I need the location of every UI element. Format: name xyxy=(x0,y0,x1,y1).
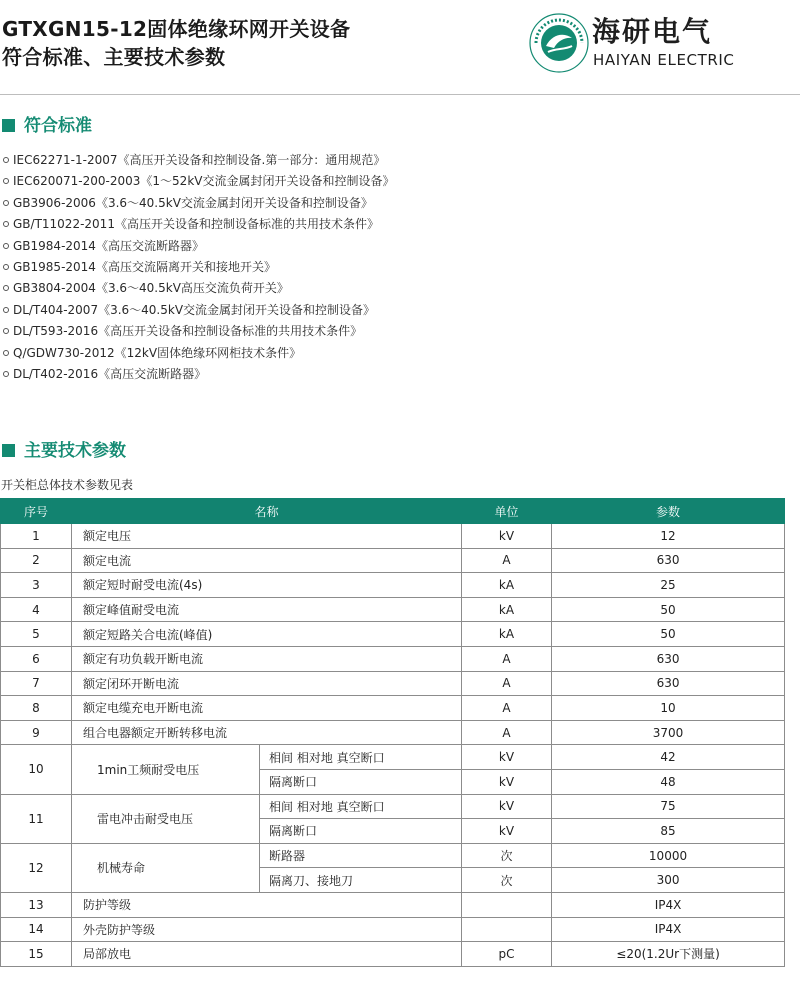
row-subname: 隔离断口 xyxy=(260,819,462,844)
row-value: 75 xyxy=(552,794,785,819)
row-unit: A xyxy=(462,671,552,696)
row-value: 85 xyxy=(552,819,785,844)
row-value: 630 xyxy=(552,548,785,573)
table-row xyxy=(1,843,785,868)
column-header-no: 序号 xyxy=(1,499,72,524)
standard-item xyxy=(3,257,394,278)
column-header-unit: 单位 xyxy=(462,499,552,524)
table-row xyxy=(1,646,785,671)
row-unit: pC xyxy=(462,942,552,967)
table-header-row xyxy=(1,499,785,524)
standard-item xyxy=(3,321,394,342)
column-header-value: 参数 xyxy=(552,499,785,524)
row-number: 6 xyxy=(1,646,72,671)
bullet-icon xyxy=(3,200,9,206)
brand-name-cn: 海研电气 xyxy=(592,15,713,48)
standard-text: DL/T404-2007《3.6～40.5kV交流金属封闭开关设备和控制设备》 xyxy=(13,302,376,317)
header-divider xyxy=(0,94,800,95)
standard-text: GB1984-2014《高压交流断路器》 xyxy=(13,238,204,253)
bullet-icon xyxy=(3,285,9,291)
logo-emblem-icon xyxy=(528,12,590,74)
standard-text: GB3906-2006《3.6～40.5kV交流金属封闭开关设备和控制设备》 xyxy=(13,195,373,210)
table-row xyxy=(1,524,785,549)
row-value: 12 xyxy=(552,524,785,549)
bullet-icon xyxy=(3,264,9,270)
row-value: 42 xyxy=(552,745,785,770)
standard-text: IEC620071-200-2003《1～52kV交流金属封闭开关设备和控制设备》 xyxy=(13,174,395,189)
row-value: 630 xyxy=(552,671,785,696)
row-unit: A xyxy=(462,646,552,671)
row-number: 9 xyxy=(1,720,72,745)
table-row xyxy=(1,548,785,573)
row-subname: 隔离刀、接地刀 xyxy=(260,868,462,893)
column-header-name: 名称 xyxy=(72,499,462,524)
params-table xyxy=(0,498,785,967)
row-name: 组合电器额定开断转移电流 xyxy=(72,720,462,745)
row-unit: A xyxy=(462,696,552,721)
row-name: 额定电压 xyxy=(72,524,462,549)
row-number: 13 xyxy=(1,892,72,917)
bullet-icon xyxy=(3,157,9,163)
row-number: 15 xyxy=(1,942,72,967)
bullet-icon xyxy=(3,371,9,377)
title-line-2: 符合标准、主要技术参数 xyxy=(2,45,226,69)
section-marker-icon xyxy=(2,444,15,457)
row-value: IP4X xyxy=(552,917,785,942)
standard-item xyxy=(3,193,394,214)
row-name: 1min工频耐受电压 xyxy=(72,745,260,794)
row-unit: A xyxy=(462,720,552,745)
table-row xyxy=(1,720,785,745)
row-unit: kA xyxy=(462,622,552,647)
table-caption: 开关柜总体技术参数见表 xyxy=(1,478,134,492)
table-row xyxy=(1,622,785,647)
table-row xyxy=(1,696,785,721)
row-unit: kV xyxy=(462,819,552,844)
row-unit: kA xyxy=(462,597,552,622)
table-row xyxy=(1,917,785,942)
row-number: 5 xyxy=(1,622,72,647)
bullet-icon xyxy=(3,243,9,249)
row-number: 8 xyxy=(1,696,72,721)
row-value: 25 xyxy=(552,573,785,598)
row-number: 12 xyxy=(1,843,72,892)
row-value: 630 xyxy=(552,646,785,671)
row-subname: 断路器 xyxy=(260,843,462,868)
standard-text: GB3804-2004《3.6～40.5kV高压交流负荷开关》 xyxy=(13,281,289,296)
row-name: 局部放电 xyxy=(72,942,462,967)
standard-item xyxy=(3,214,394,235)
row-name: 额定短路关合电流(峰值) xyxy=(72,622,462,647)
standard-item xyxy=(3,364,394,385)
row-name: 额定电缆充电开断电流 xyxy=(72,696,462,721)
row-value: 10000 xyxy=(552,843,785,868)
standard-text: IEC62271-1-2007《高压开关设备和控制设备.第一部分：通用规范》 xyxy=(13,153,386,167)
row-value: 3700 xyxy=(552,720,785,745)
standards-heading xyxy=(2,115,92,137)
standard-item xyxy=(3,343,394,364)
row-number: 4 xyxy=(1,597,72,622)
bullet-icon xyxy=(3,221,9,227)
table-row xyxy=(1,745,785,770)
title-line-1: GTXGN15-12固体绝缘环网开关设备 xyxy=(2,17,351,41)
row-unit: 次 xyxy=(462,843,552,868)
standard-text: Q/GDW730-2012《12kV固体绝缘环网柜技术条件》 xyxy=(13,345,302,360)
row-unit xyxy=(462,892,552,917)
standard-text: DL/T402-2016《高压交流断路器》 xyxy=(13,366,207,381)
standards-heading-text: 符合标准 xyxy=(24,116,92,136)
row-unit: kV xyxy=(462,745,552,770)
row-name: 额定短时耐受电流(4s) xyxy=(72,573,462,598)
params-heading xyxy=(2,440,126,462)
row-name: 额定电流 xyxy=(72,548,462,573)
standard-item xyxy=(3,236,394,257)
row-unit: kV xyxy=(462,524,552,549)
row-unit: kV xyxy=(462,769,552,794)
params-heading-text: 主要技术参数 xyxy=(24,441,126,461)
row-number: 1 xyxy=(1,524,72,549)
row-number: 14 xyxy=(1,917,72,942)
standard-item xyxy=(3,278,394,299)
row-value: ≤20(1.2Ur下测量) xyxy=(552,942,785,967)
row-subname: 相间 相对地 真空断口 xyxy=(260,745,462,770)
brand-logo xyxy=(528,12,793,74)
bullet-icon xyxy=(3,328,9,334)
row-unit xyxy=(462,917,552,942)
row-name: 防护等级 xyxy=(72,892,462,917)
bullet-icon xyxy=(3,178,9,184)
row-subname: 相间 相对地 真空断口 xyxy=(260,794,462,819)
table-row xyxy=(1,794,785,819)
row-number: 7 xyxy=(1,671,72,696)
row-name: 额定峰值耐受电流 xyxy=(72,597,462,622)
standard-item xyxy=(3,300,394,321)
row-subname: 隔离断口 xyxy=(260,769,462,794)
section-marker-icon xyxy=(2,119,15,132)
row-name: 额定有功负载开断电流 xyxy=(72,646,462,671)
row-unit: A xyxy=(462,548,552,573)
table-row xyxy=(1,892,785,917)
row-number: 2 xyxy=(1,548,72,573)
row-value: 48 xyxy=(552,769,785,794)
row-unit: 次 xyxy=(462,868,552,893)
row-value: IP4X xyxy=(552,892,785,917)
standard-text: GB1985-2014《高压交流隔离开关和接地开关》 xyxy=(13,259,276,274)
row-value: 10 xyxy=(552,696,785,721)
row-number: 11 xyxy=(1,794,72,843)
standard-item xyxy=(3,150,394,171)
row-unit: kA xyxy=(462,573,552,598)
row-value: 300 xyxy=(552,868,785,893)
standard-item xyxy=(3,171,394,192)
table-row xyxy=(1,942,785,967)
row-number: 10 xyxy=(1,745,72,794)
table-row xyxy=(1,597,785,622)
row-value: 50 xyxy=(552,597,785,622)
row-unit: kV xyxy=(462,794,552,819)
table-row xyxy=(1,671,785,696)
brand-name-en: HAIYAN ELECTRIC xyxy=(593,51,735,69)
row-value: 50 xyxy=(552,622,785,647)
row-name: 外壳防护等级 xyxy=(72,917,462,942)
row-number: 3 xyxy=(1,573,72,598)
standard-text: GB/T11022-2011《高压开关设备和控制设备标准的共用技术条件》 xyxy=(13,217,379,232)
row-name: 额定闭环开断电流 xyxy=(72,671,462,696)
standards-list xyxy=(3,150,394,385)
row-name: 机械寿命 xyxy=(72,843,260,892)
bullet-icon xyxy=(3,350,9,356)
page-title xyxy=(2,15,350,71)
row-name: 雷电冲击耐受电压 xyxy=(72,794,260,843)
standard-text: DL/T593-2016《高压开关设备和控制设备标准的共用技术条件》 xyxy=(13,324,363,339)
table-row xyxy=(1,573,785,598)
bullet-icon xyxy=(3,307,9,313)
